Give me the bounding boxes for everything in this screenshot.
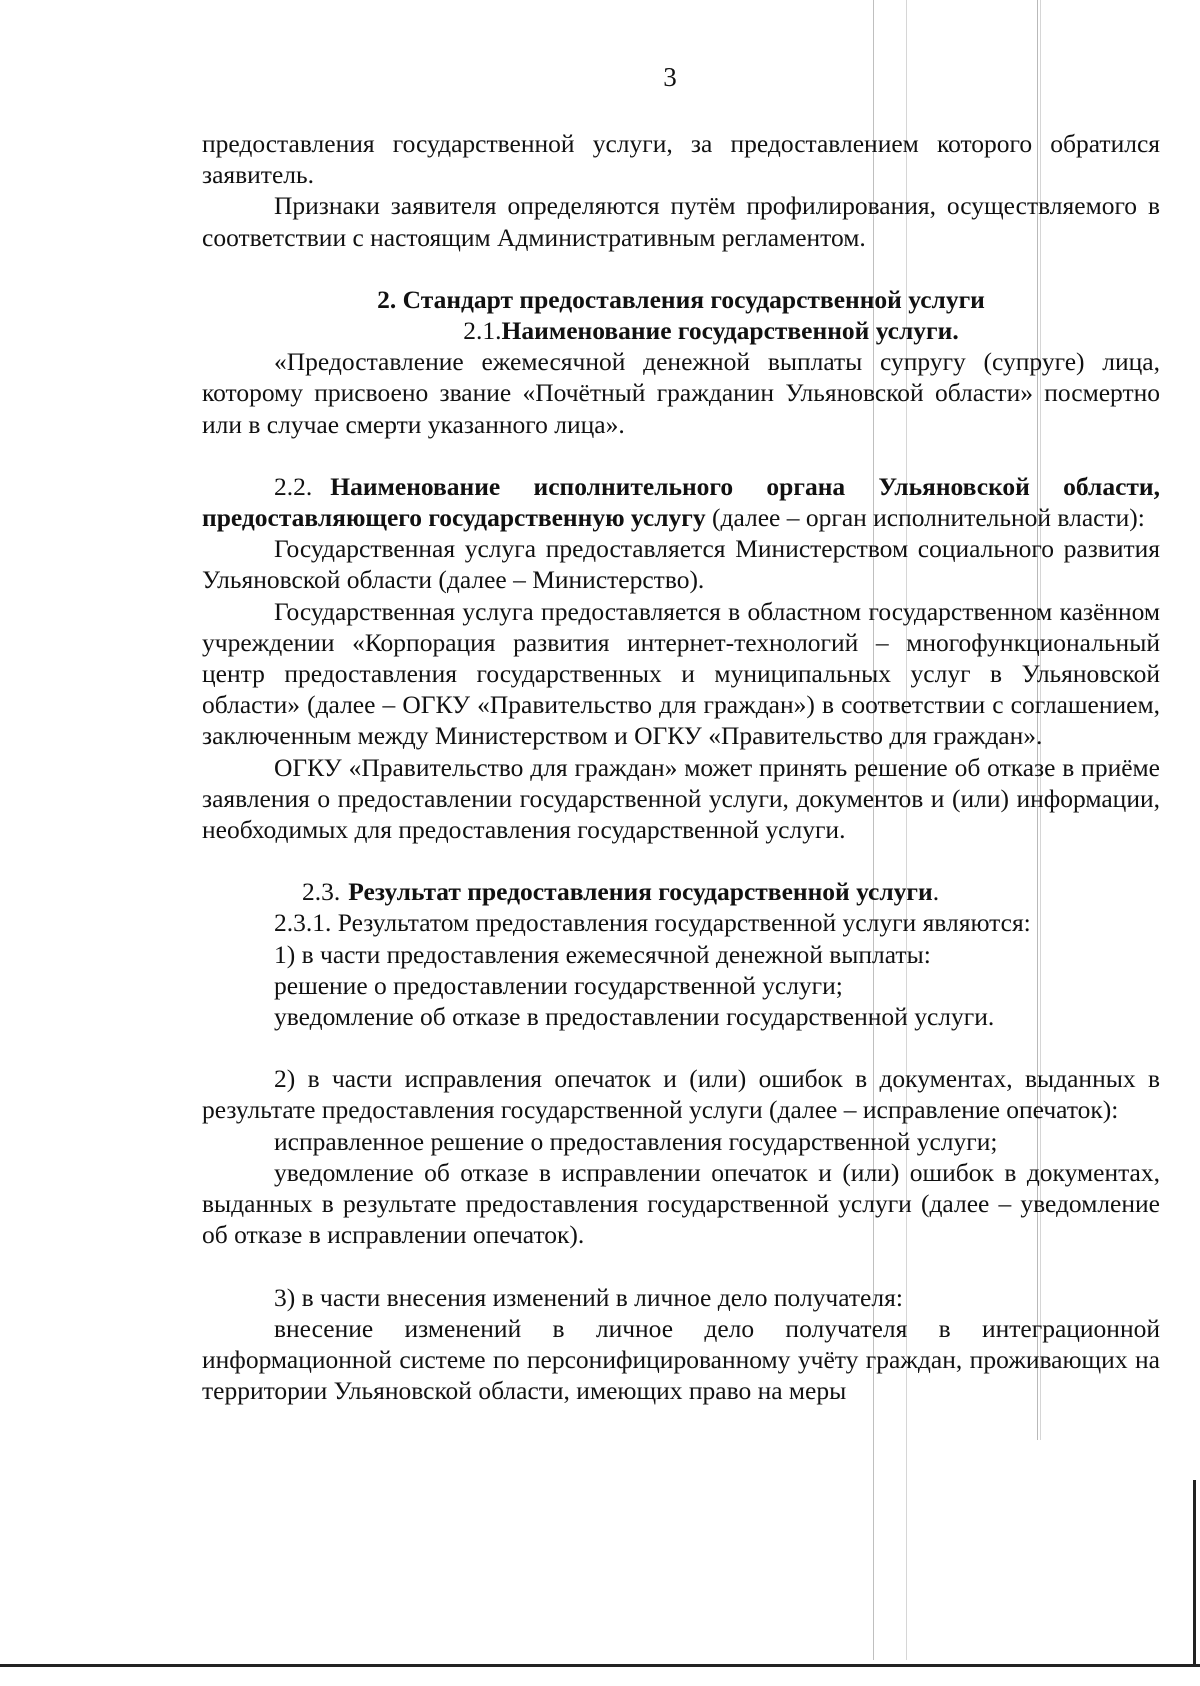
paragraph: Государственная услуга предоставляется Министерством социального развития Ульяновской области (далее – Министерство). bbox=[202, 534, 1160, 595]
spacer bbox=[202, 1251, 1160, 1282]
page-number: 3 bbox=[663, 62, 677, 92]
paragraph: 3) в части внесения изменений в личное дело получателя: bbox=[274, 1282, 903, 1312]
paragraph: решение о предоставлении государственной услуги; bbox=[274, 970, 843, 1000]
paragraph: исправленное решение о предоставления государственной услуги; bbox=[274, 1126, 998, 1156]
paragraph: «Предоставление ежемесячной денежной выплаты супругу (супруге) лица, которому присвоено звание «Почётный гражданин Ульяновской области» посмертно или в случае смерти указанного лица». bbox=[202, 347, 1160, 439]
paragraph: 1) в части предоставления ежемесячной денежной выплаты: bbox=[274, 939, 931, 969]
subsection-number: 2.2. bbox=[274, 471, 313, 501]
paragraph: Признаки заявителя определяются путём профилирования, осуществляемого в соответствии с настоящим Административным регламентом. bbox=[202, 191, 1160, 252]
subsection-title: Наименование государственной услуги. bbox=[501, 316, 959, 346]
subsection-number: 2.3. bbox=[302, 877, 341, 907]
spacer bbox=[202, 253, 1160, 284]
paragraph: ОГКУ «Правительство для граждан» может принять решение об отказе в приёме заявления о предоставлении государственной услуги, документов и (или) информации, необходимых для предоставления государственной услуги. bbox=[202, 752, 1160, 845]
subsection-number: 2.1. bbox=[463, 316, 502, 346]
subsection-heading bbox=[202, 315, 1160, 346]
paragraph: 2.3.1. Результатом предоставления государственной услуги являются: bbox=[274, 908, 1031, 938]
subsection-suffix: (далее – орган исполнительной власти): bbox=[705, 503, 1145, 533]
scan-border-bottom bbox=[0, 1664, 1200, 1667]
paragraph: внесение изменений в личное дело получателя в интеграционной информационной системе по персонифицированному учёту граждан, проживающих на территории Ульяновской области, имеющих право на меры bbox=[202, 1313, 1160, 1406]
scan-border-right bbox=[1193, 1480, 1196, 1666]
paragraph: уведомление об отказе в исправлении опечаток и (или) ошибок в документах, выданных в результате предоставления государственной услуги (далее – уведомление об отказе в исправлении опечаток). bbox=[202, 1157, 1160, 1250]
document-body bbox=[202, 128, 1160, 1406]
paragraph: уведомление об отказе в предоставлении государственной услуги. bbox=[274, 1002, 995, 1032]
paragraph: предоставления государственной услуги, за предоставлением которого обратился заявитель. bbox=[202, 129, 1160, 190]
spacer bbox=[202, 440, 1160, 471]
section-heading: 2. Стандарт предоставления государственной услуги bbox=[377, 284, 985, 314]
paragraph: 2) в части исправления опечаток и (или) ошибок в документах, выданных в результате предоставления государственной услуги (далее – исправление опечаток): bbox=[202, 1064, 1160, 1125]
subsection-heading bbox=[202, 471, 1160, 533]
subsection-title: Результат предоставления государственной услуги bbox=[348, 877, 933, 907]
spacer bbox=[202, 845, 1160, 876]
subsection-title: Наименование исполнительного органа Ульяновской области, предоставляющего государственную услугу bbox=[202, 471, 1160, 533]
spacer bbox=[202, 1032, 1160, 1063]
paragraph: Государственная услуга предоставляется в областном государственном казённом учреждении «Корпорация развития интернет-технологий – многофункциональный центр предоставления государственных и муниципальных услуг в Ульяновской области» (далее – ОГКУ «Правительство для граждан») в соответствии с соглашением, заключенным между Министерством и ОГКУ «Правительство для граждан». bbox=[202, 596, 1160, 751]
subsection-suffix: . bbox=[932, 877, 940, 907]
subsection-heading bbox=[202, 876, 1160, 907]
